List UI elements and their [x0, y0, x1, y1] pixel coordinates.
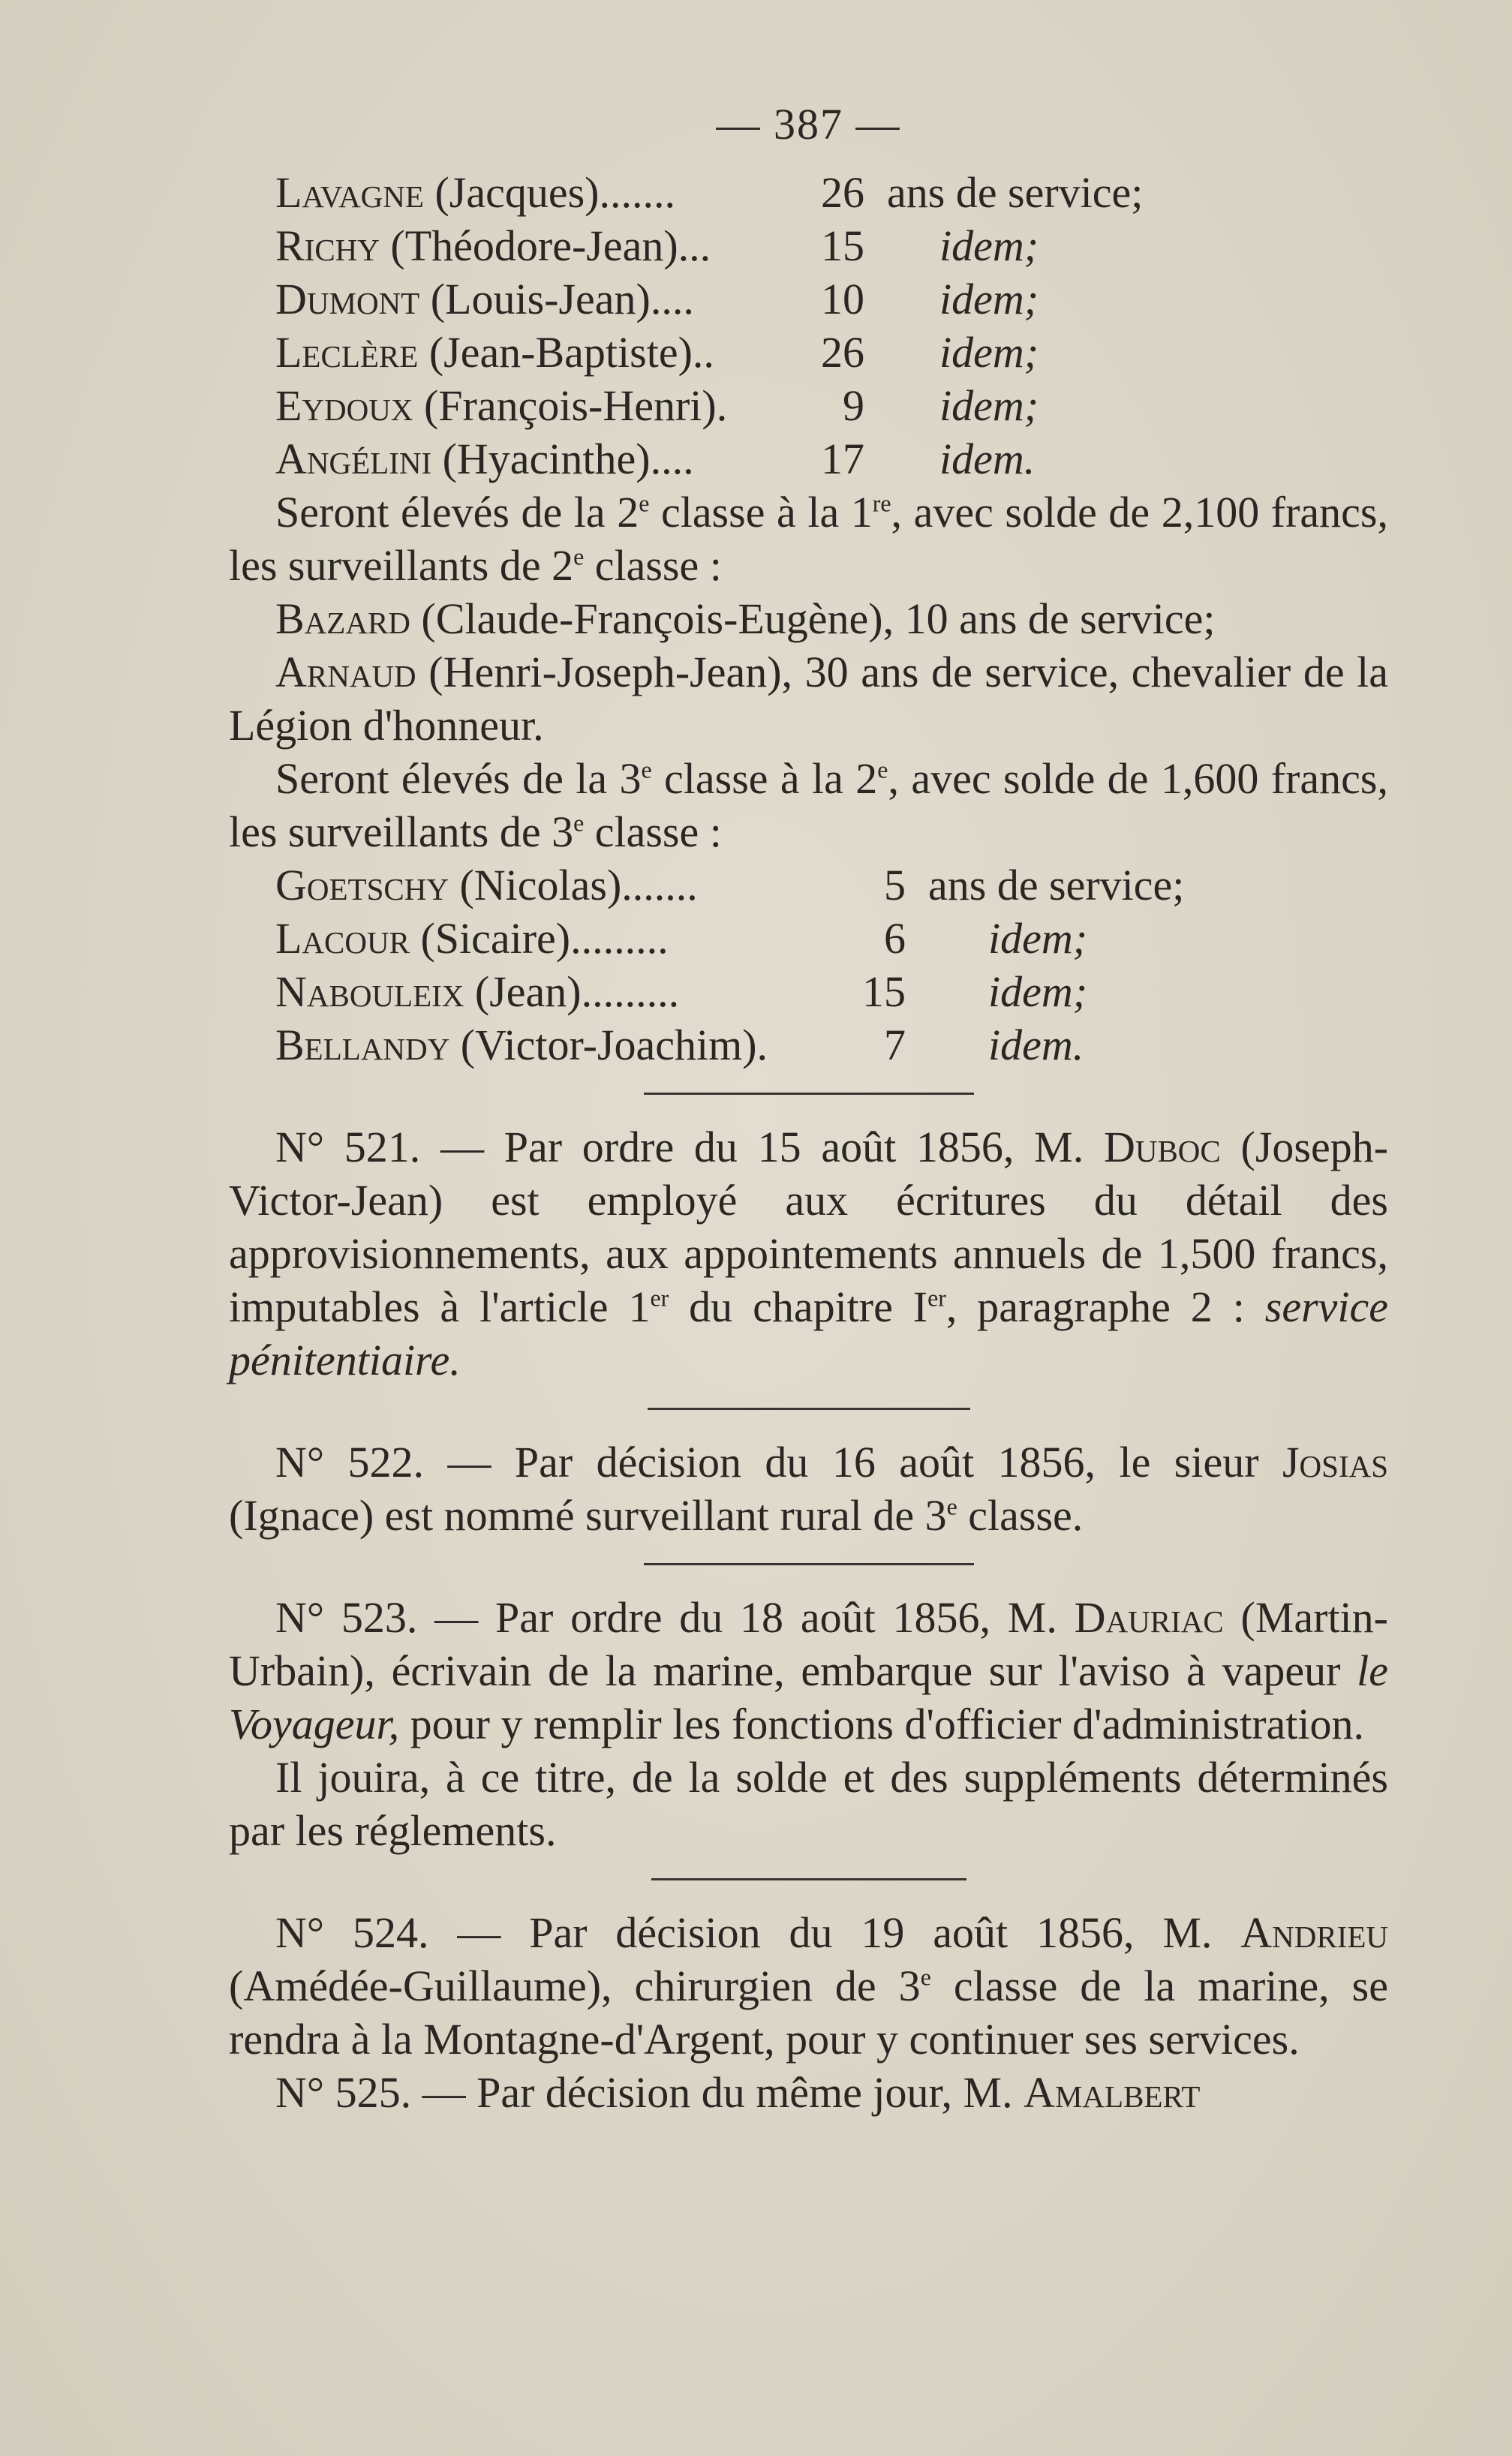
- separator-rule: [648, 1408, 970, 1410]
- roster-row: [229, 432, 1388, 485]
- surname: Leclère: [275, 328, 419, 377]
- given-name: (Jean-Baptiste)..: [428, 328, 714, 377]
- service-note: ans de service;: [887, 168, 1144, 217]
- years: 26: [821, 328, 864, 377]
- roster-entry: Bazard (Claude-François-Eugène), 10 ans de service;: [275, 594, 1216, 643]
- surname: Lavagne: [275, 168, 424, 217]
- roster-row: [229, 272, 1388, 326]
- given-name: (Sicaire).........: [420, 914, 669, 963]
- page-text: [229, 98, 1388, 2119]
- surname: Lacour: [275, 914, 410, 963]
- surname: Eydoux: [275, 381, 413, 430]
- surname: Angélini: [275, 434, 432, 483]
- given-name: (Jean).........: [474, 967, 680, 1016]
- given-name: (Hyacinthe)....: [442, 434, 694, 483]
- service-note: ans de service;: [928, 861, 1185, 909]
- given-name: (Victor-Joachim).: [460, 1021, 768, 1069]
- separator-rule: [644, 1093, 974, 1095]
- years: 15: [821, 221, 864, 270]
- entry-522: N° 522. — Par décision du 16 août 1856, le sieur Josias (Ignace) est nommé surveillant rural de 3e classe.: [229, 1438, 1389, 1540]
- roster-first-class: [229, 166, 1388, 485]
- entry-521: N° 521. — Par ordre du 15 août 1856, M. Duboc (Joseph-Victor-Jean) est employé aux écritures du détail des approvisionnements, aux appointements annuels de 1,500 francs, imputables à l'article 1er du chapitre Ier, paragraphe 2 : service pénitentiaire.: [229, 1123, 1389, 1384]
- roster-row: [229, 965, 1388, 1018]
- given-name: (Théodore-Jean)...: [390, 221, 711, 270]
- roster-row: [229, 1018, 1388, 1072]
- given-name: (Louis-Jean)....: [430, 275, 694, 323]
- surname: Goetschy: [275, 861, 449, 909]
- separator-rule: [644, 1563, 974, 1565]
- given-name: (Nicolas).......: [459, 861, 698, 909]
- roster-row: [229, 858, 1388, 912]
- service-note: idem;: [939, 221, 1039, 270]
- service-note: idem.: [988, 1021, 1084, 1069]
- years: 7: [884, 1021, 906, 1069]
- roster-row: [229, 219, 1388, 272]
- entry-523: N° 523. — Par ordre du 18 août 1856, M. Dauriac (Martin-Urbain), écrivain de la marine, embarque sur l'aviso à vapeur le Voyageur, pour y remplir les fonctions d'officier d'administration.: [229, 1593, 1389, 1748]
- roster-row: [229, 912, 1388, 965]
- surname: Dumont: [275, 275, 420, 323]
- roster-second-class: [229, 858, 1388, 1072]
- years: 5: [884, 861, 906, 909]
- surname: Nabouleix: [275, 967, 464, 1016]
- years: 26: [821, 168, 864, 217]
- entry-524: N° 524. — Par décision du 19 août 1856, M. Andrieu (Amédée-Guillaume), chirurgien de 3e classe de la marine, se rendra à la Montagne-d'Argent, pour y continuer ses services.: [229, 1908, 1389, 2064]
- years: 10: [821, 275, 864, 323]
- service-note: idem;: [939, 275, 1039, 323]
- roster-row: [229, 166, 1388, 219]
- service-note: idem;: [988, 914, 1088, 963]
- service-note: idem;: [939, 381, 1039, 430]
- surname: Richy: [275, 221, 380, 270]
- roster-entry: Arnaud (Henri-Joseph-Jean), 30 ans de service, chevalier de la Légion d'honneur.: [229, 648, 1389, 750]
- years: 17: [821, 434, 864, 483]
- promotion-paragraph: Seront élevés de la 3e classe à la 2e, avec solde de 1,600 francs, les surveillants de 3e classe :: [229, 754, 1388, 856]
- separator-rule: [651, 1878, 966, 1880]
- years: 15: [862, 967, 906, 1016]
- service-note: idem.: [939, 434, 1036, 483]
- service-note: idem;: [988, 967, 1088, 1016]
- page-number: — 387 —: [716, 100, 901, 149]
- years: 9: [843, 381, 864, 430]
- promotion-paragraph: Seront élevés de la 2e classe à la 1re, avec solde de 2,100 francs, les surveillants de 2e classe :: [229, 488, 1388, 590]
- years: 6: [884, 914, 906, 963]
- roster-row: [229, 326, 1388, 379]
- entry-525: N° 525. — Par décision du même jour, M. Amalbert: [275, 2068, 1201, 2117]
- roster-row: [229, 379, 1388, 432]
- surname: Bellandy: [275, 1021, 450, 1069]
- service-note: idem;: [939, 328, 1039, 377]
- given-name: (François-Henri).: [423, 381, 728, 430]
- given-name: (Jacques).......: [434, 168, 675, 217]
- entry-523-continuation: Il jouira, à ce titre, de la solde et des suppléments déterminés par les réglements.: [229, 1753, 1388, 1855]
